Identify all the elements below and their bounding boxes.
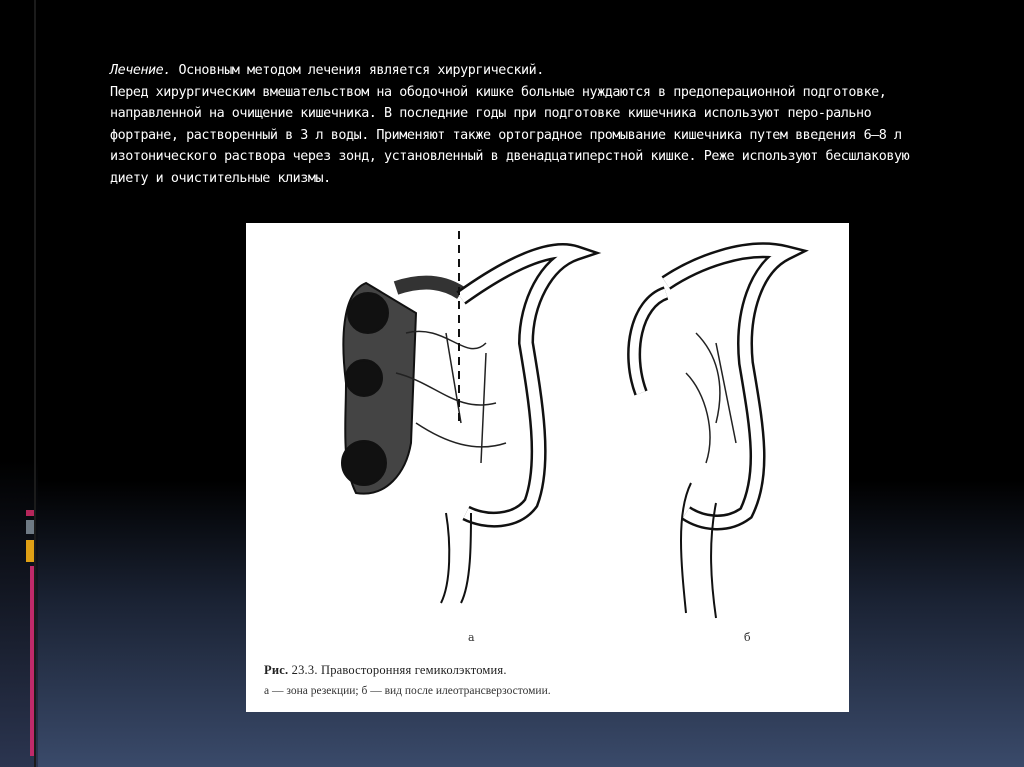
- accent-bar-pink: [26, 510, 34, 516]
- figure-caption-detail: а — зона резекции; б — вид после илеотрансверзостомии.: [264, 685, 551, 697]
- hemicolectomy-figure: [246, 223, 849, 712]
- colon-illustration: [246, 223, 849, 712]
- illustration-b: [634, 250, 786, 618]
- treatment-label: Лечение.: [110, 63, 171, 78]
- accent-bar-pink-long: [30, 566, 34, 756]
- text-line-1: [110, 60, 970, 82]
- accent-bar-gold: [26, 540, 34, 562]
- caption-title: 23.3. Правосторонняя гемиколэктомия.: [291, 663, 507, 677]
- figure-label-b: б: [744, 631, 751, 644]
- slide-body-text: [110, 60, 970, 189]
- text-line-6: диету и очистительные клизмы.: [110, 170, 331, 186]
- illustration-a: [342, 231, 576, 603]
- text-line-2: Перед хирургическим вмешательством на ободочной кишке больные нуждаются в предоперационной подготовке,: [110, 84, 887, 100]
- text-line-5: изотонического раствора через зонд, установленный в двенадцатиперстной кишке. Реже используют бесшлаковую: [110, 149, 910, 164]
- left-divider-line: [34, 0, 36, 767]
- text-line-4: фортране, растворенный в 3 л воды. Применяют также ортоградное промывание кишечника путем введения 6–8 л: [110, 127, 902, 143]
- caption-prefix: Рис.: [264, 663, 289, 677]
- text-line-1-rest: Основным методом лечения является хирургический.: [170, 63, 544, 78]
- figure-caption-title: [264, 663, 507, 678]
- accent-bar-gray: [26, 520, 34, 534]
- figure-label-a: а: [468, 631, 475, 644]
- text-line-3: направленной на очищение кишечника. В последние годы при подготовке кишечника используют перо-рально: [110, 106, 872, 121]
